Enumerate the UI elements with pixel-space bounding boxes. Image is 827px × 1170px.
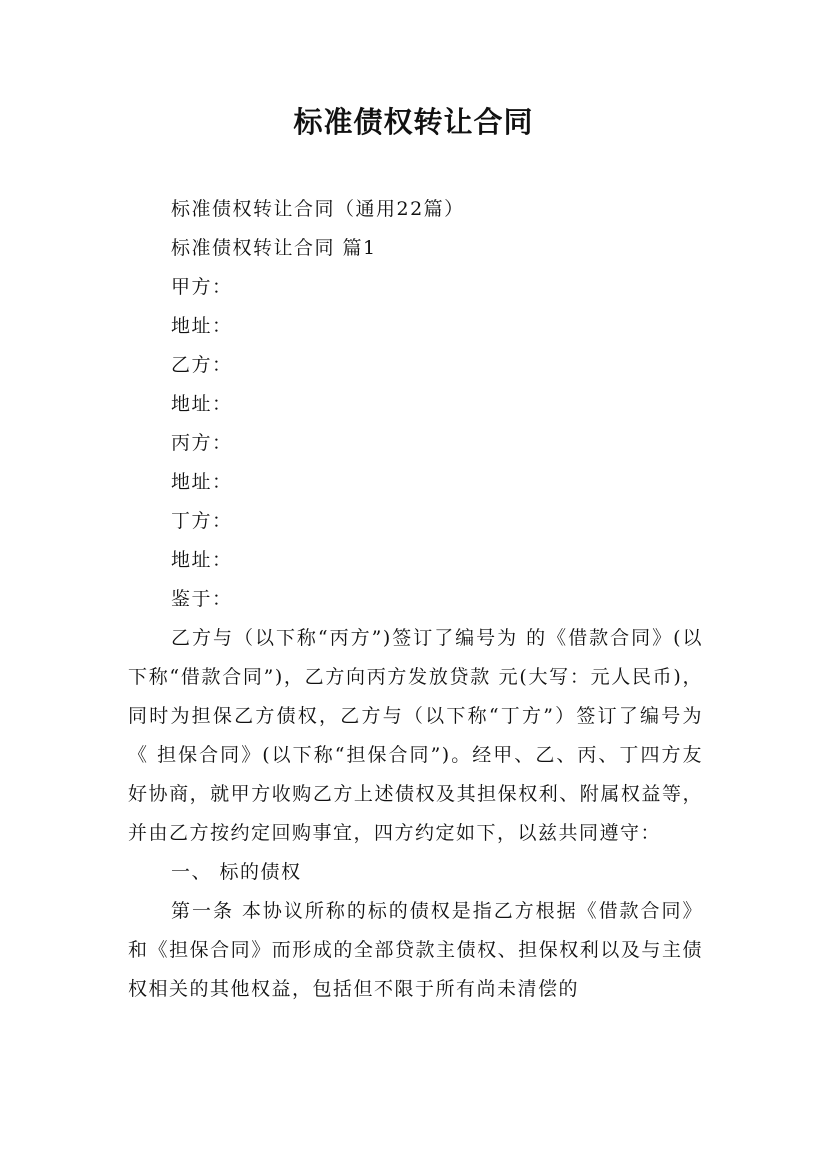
contract-section-label: 标准债权转让合同 篇1 [171, 237, 377, 259]
document-body [128, 190, 703, 1009]
document-title: 标准债权转让合同 [293, 105, 534, 139]
party-c-label: 丙方： [171, 432, 233, 454]
article-one-paragraph: 第一条 本协议所称的标的债权是指乙方根据《借款合同》和《担保合同》而形成的全部贷款主债权、担保权利以及与主债权相关的其他权益，包括但不限于所有尚未清偿的 [128, 900, 703, 1000]
party-d-address-label: 地址： [171, 549, 233, 571]
whereas-label: 鉴于： [171, 588, 233, 610]
party-d-label: 丁方： [171, 510, 233, 532]
party-c-address-label: 地址： [171, 471, 233, 493]
party-b-label: 乙方： [171, 354, 233, 376]
section-heading: 一、 标的债权 [171, 861, 302, 883]
recital-paragraph: 乙方与（以下称“丙方”)签订了编号为 的《借款合同》(以下称“借款合同”)，乙方向丙方发放贷款 元(大写：元人民币)，同时为担保乙方债权，乙方与（以下称“丁方”）签订了编号为 《 担保合同》(以下称“担保合同”)。经甲、乙、丙、丁四方友好协商，就甲方收购乙方上述债权及其担保权利、附属权益等，并由乙方按约定回购事宜，四方约定如下，以兹共同遵守： [128, 627, 703, 844]
party-a-address-label: 地址： [171, 315, 233, 337]
party-b-address-label: 地址： [171, 393, 233, 415]
contract-subtitle: 标准债权转让合同（通用22篇） [171, 198, 465, 220]
party-a-label: 甲方： [171, 276, 233, 298]
